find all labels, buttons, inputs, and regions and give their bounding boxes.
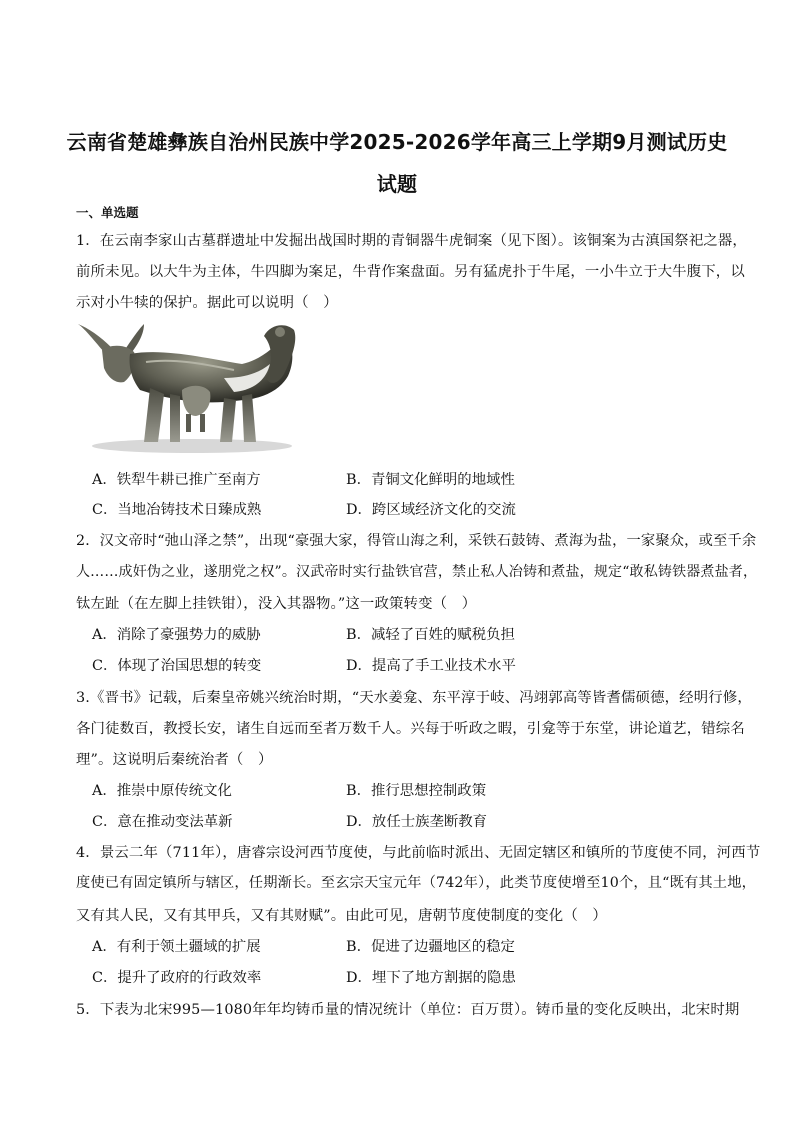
question-2-option-c: C．体现了治国思想的转变: [92, 658, 262, 674]
question-3-option-b: B．推行思想控制政策: [346, 783, 487, 799]
question-1-text: 前所未见。以大牛为主体，牛四脚为案足，牛背作案盘面。另有猛虎扑于牛尾，一小牛立于大牛腹下，以: [76, 264, 745, 280]
question-2-option-a: A．消除了豪强势力的威胁: [92, 627, 261, 643]
question-2-text: 人……成奸伪之业，遂朋党之权”。汉武帝时实行盐铁官营，禁止私人冶铸和煮盐，规定“敢私铸铁器煮盐者，: [76, 564, 758, 580]
question-4-option-b: B．促进了边疆地区的稳定: [346, 939, 515, 955]
question-1-option-b: B．青铜文化鲜明的地域性: [346, 472, 515, 488]
bronze-ox-tiger-table-image: [74, 318, 300, 456]
question-4-text: 度使已有固定镇所与辖区，任期渐长。至玄宗天宝元年（742年），此类节度使增至10个，且“既有其土地，: [76, 875, 756, 891]
question-1-option-d: D．跨区域经济文化的交流: [346, 502, 516, 518]
question-2-text: 2．汉文帝时“弛山泽之禁”，出现“豪强大家，得管山海之利，采铁石鼓铸、煮海为盐，一家聚众，或至千余: [76, 533, 757, 549]
question-3-text: 3.《晋书》记载，后秦皇帝姚兴统治时期，“天水姜龛、东平淳于岐、冯翊郭高等皆耆儒硕德，经明行修，: [76, 690, 752, 706]
question-1-text: 1．在云南李家山古墓群遗址中发掘出战国时期的青铜器牛虎铜案（见下图）。该铜案为古滇国祭祀之器，: [76, 233, 747, 249]
section-heading: 一、单选题: [76, 205, 139, 220]
question-3-option-a: A．推崇中原传统文化: [92, 783, 232, 799]
question-2-option-b: B．减轻了百姓的赋税负担: [346, 627, 515, 643]
page-title: 云南省楚雄彝族自治州民族中学2025-2026学年高三上学期9月测试历史: [66, 130, 728, 154]
question-4-option-a: A．有利于领土疆域的扩展: [92, 939, 261, 955]
question-3-option-c: C．意在推动变法革新: [92, 814, 233, 830]
question-1-option-a: A．铁犁牛耕已推广至南方: [92, 472, 261, 488]
question-4-option-c: C．提升了政府的行政效率: [92, 970, 262, 986]
question-2-option-d: D．提高了手工业技术水平: [346, 658, 516, 674]
question-3-text: 理”。这说明后秦统治者（ ）: [76, 752, 273, 768]
question-4-option-d: D．埋下了地方割据的隐患: [346, 970, 516, 986]
question-3-option-d: D．放任士族垄断教育: [346, 814, 488, 830]
question-1-option-c: C．当地冶铸技术日臻成熟: [92, 502, 262, 518]
question-4-text: 又有其人民，又有其甲兵，又有其财赋”。由此可见，唐朝节度使制度的变化（ ）: [76, 908, 607, 924]
question-4-text: 4．景云二年（711年），唐睿宗设河西节度使，与此前临时派出、无固定辖区和镇所的节度使不同，河西节: [76, 845, 761, 861]
question-1-text: 示对小牛犊的保护。据此可以说明（ ）: [76, 295, 338, 311]
question-5-text: 5．下表为北宋995—1080年年均铸币量的情况统计（单位：百万贯）。铸币量的变化反映出，北宋时期: [76, 1002, 740, 1018]
page-title-continued: 试题: [376, 172, 418, 196]
question-3-text: 各门徒数百，教授长安，诸生自远而至者万数千人。兴每于听政之暇，引龛等于东堂，讲论道艺，错综名: [76, 721, 745, 737]
question-2-text: 钛左趾（在左脚上挂铁钳），没入其器物。”这一政策转变（ ）: [76, 596, 477, 612]
